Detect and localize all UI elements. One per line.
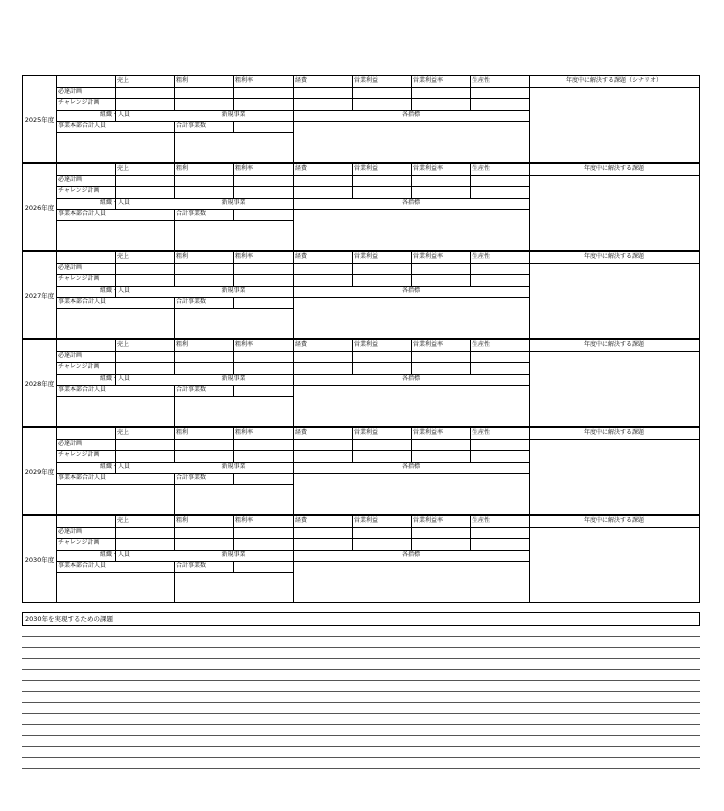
must-plan-label: 必達計画 (58, 352, 83, 359)
note-line (22, 757, 700, 758)
org-people-label: 組織・人員 (99, 463, 130, 470)
indicators-label: 各指標 (401, 287, 420, 294)
total-businesses-label: 合計事業数 (176, 386, 207, 393)
year-label: 2025年度 (24, 115, 55, 124)
header-operating-profit: 営業利益 (354, 77, 379, 84)
indicators-label: 各指標 (401, 375, 420, 382)
note-line (22, 746, 700, 747)
header-sales: 売上 (117, 429, 130, 436)
total-businesses-label: 合計事業数 (176, 474, 207, 481)
org-people-label: 組織・人員 (99, 551, 130, 558)
division-headcount-label: 事業本部合計人員 (58, 386, 107, 393)
org-people-label: 組織・人員 (99, 199, 130, 206)
division-headcount-label: 事業本部合計人員 (58, 298, 107, 305)
header-productivity: 生産性 (472, 165, 491, 172)
must-plan-label: 必達計画 (58, 528, 83, 535)
note-line (22, 713, 700, 714)
header-productivity: 生産性 (472, 253, 491, 260)
note-line (22, 680, 700, 681)
must-plan-label: 必達計画 (58, 176, 83, 183)
header-operating-profit: 営業利益 (354, 253, 379, 260)
challenge-plan-label: チャレンジ計画 (58, 275, 100, 282)
year-block (22, 163, 700, 251)
total-businesses-label: 合計事業数 (176, 298, 207, 305)
org-people-label: 組織・人員 (99, 375, 130, 382)
challenge-plan-label: チャレンジ計画 (58, 451, 100, 458)
note-line (22, 735, 700, 736)
header-gross-profit: 粗利 (176, 429, 189, 436)
header-gross-margin: 粗利率 (235, 253, 254, 260)
header-expenses: 経費 (295, 165, 308, 172)
note-line (22, 636, 700, 637)
header-gross-profit: 粗利 (176, 341, 189, 348)
note-line (22, 724, 700, 725)
header-operating-margin: 営業利益率 (413, 341, 444, 348)
org-people-label: 組織・人員 (99, 287, 130, 294)
new-business-label: 新規事業 (221, 111, 246, 118)
header-gross-margin: 粗利率 (235, 517, 254, 524)
new-business-label: 新規事業 (221, 551, 246, 558)
note-line (22, 768, 700, 769)
challenge-plan-label: チャレンジ計画 (58, 363, 100, 370)
year-block (22, 75, 700, 163)
issues-header: 年度中に解決する課題 (583, 429, 644, 436)
header-gross-profit: 粗利 (176, 253, 189, 260)
year-block (22, 515, 700, 603)
issues-header: 年度中に解決する課題 (583, 165, 644, 172)
header-productivity: 生産性 (472, 77, 491, 84)
indicators-label: 各指標 (401, 551, 420, 558)
must-plan-label: 必達計画 (58, 440, 83, 447)
year-label: 2028年度 (24, 379, 55, 388)
new-business-label: 新規事業 (221, 287, 246, 294)
year-block (22, 427, 700, 515)
year-block (22, 251, 700, 339)
header-operating-margin: 営業利益率 (413, 77, 444, 84)
note-line (22, 658, 700, 659)
total-businesses-label: 合計事業数 (176, 210, 207, 217)
note-line (22, 691, 700, 692)
header-expenses: 経費 (295, 77, 308, 84)
header-sales: 売上 (117, 341, 130, 348)
header-gross-margin: 粗利率 (235, 341, 254, 348)
header-operating-profit: 営業利益 (354, 517, 379, 524)
header-sales: 売上 (117, 77, 130, 84)
challenge-plan-label: チャレンジ計画 (58, 187, 100, 194)
issues-header: 年度中に解決する課題（シナリオ） (566, 77, 662, 84)
year-label: 2029年度 (24, 467, 55, 476)
year-label: 2027年度 (24, 291, 55, 300)
must-plan-label: 必達計画 (58, 264, 83, 271)
total-businesses-label: 合計事業数 (176, 122, 207, 129)
note-line (22, 647, 700, 648)
header-productivity: 生産性 (472, 429, 491, 436)
division-headcount-label: 事業本部合計人員 (58, 474, 107, 481)
header-productivity: 生産性 (472, 517, 491, 524)
header-operating-margin: 営業利益率 (413, 165, 444, 172)
header-gross-margin: 粗利率 (235, 429, 254, 436)
header-productivity: 生産性 (472, 341, 491, 348)
new-business-label: 新規事業 (221, 199, 246, 206)
division-headcount-label: 事業本部合計人員 (58, 562, 107, 569)
header-gross-profit: 粗利 (176, 165, 189, 172)
must-plan-label: 必達計画 (58, 88, 83, 95)
header-operating-margin: 営業利益率 (413, 429, 444, 436)
org-people-label: 組織・人員 (99, 111, 130, 118)
header-gross-profit: 粗利 (176, 517, 189, 524)
header-gross-profit: 粗利 (176, 77, 189, 84)
indicators-label: 各指標 (401, 199, 420, 206)
header-gross-margin: 粗利率 (235, 165, 254, 172)
indicators-label: 各指標 (401, 463, 420, 470)
header-operating-profit: 営業利益 (354, 429, 379, 436)
division-headcount-label: 事業本部合計人員 (58, 210, 107, 217)
challenge-plan-label: チャレンジ計画 (58, 539, 100, 546)
issues-header: 年度中に解決する課題 (583, 341, 644, 348)
issues-header: 年度中に解決する課題 (583, 253, 644, 260)
header-expenses: 経費 (295, 429, 308, 436)
note-line (22, 669, 700, 670)
year-block (22, 339, 700, 427)
header-sales: 売上 (117, 165, 130, 172)
year-label: 2030年度 (24, 555, 55, 564)
header-expenses: 経費 (295, 253, 308, 260)
footer-box (22, 612, 700, 626)
header-sales: 売上 (117, 517, 130, 524)
note-line (22, 702, 700, 703)
header-sales: 売上 (117, 253, 130, 260)
header-expenses: 経費 (295, 517, 308, 524)
header-operating-profit: 営業利益 (354, 341, 379, 348)
indicators-label: 各指標 (401, 111, 420, 118)
header-operating-profit: 営業利益 (354, 165, 379, 172)
issues-header: 年度中に解決する課題 (583, 517, 644, 524)
total-businesses-label: 合計事業数 (176, 562, 207, 569)
header-gross-margin: 粗利率 (235, 77, 254, 84)
challenge-plan-label: チャレンジ計画 (58, 99, 100, 106)
new-business-label: 新規事業 (221, 463, 246, 470)
division-headcount-label: 事業本部合計人員 (58, 122, 107, 129)
header-operating-margin: 営業利益率 (413, 253, 444, 260)
header-operating-margin: 営業利益率 (413, 517, 444, 524)
year-label: 2026年度 (24, 203, 55, 212)
footer-title: 2030年を実現するための課題 (25, 615, 114, 623)
header-expenses: 経費 (295, 341, 308, 348)
new-business-label: 新規事業 (221, 375, 246, 382)
